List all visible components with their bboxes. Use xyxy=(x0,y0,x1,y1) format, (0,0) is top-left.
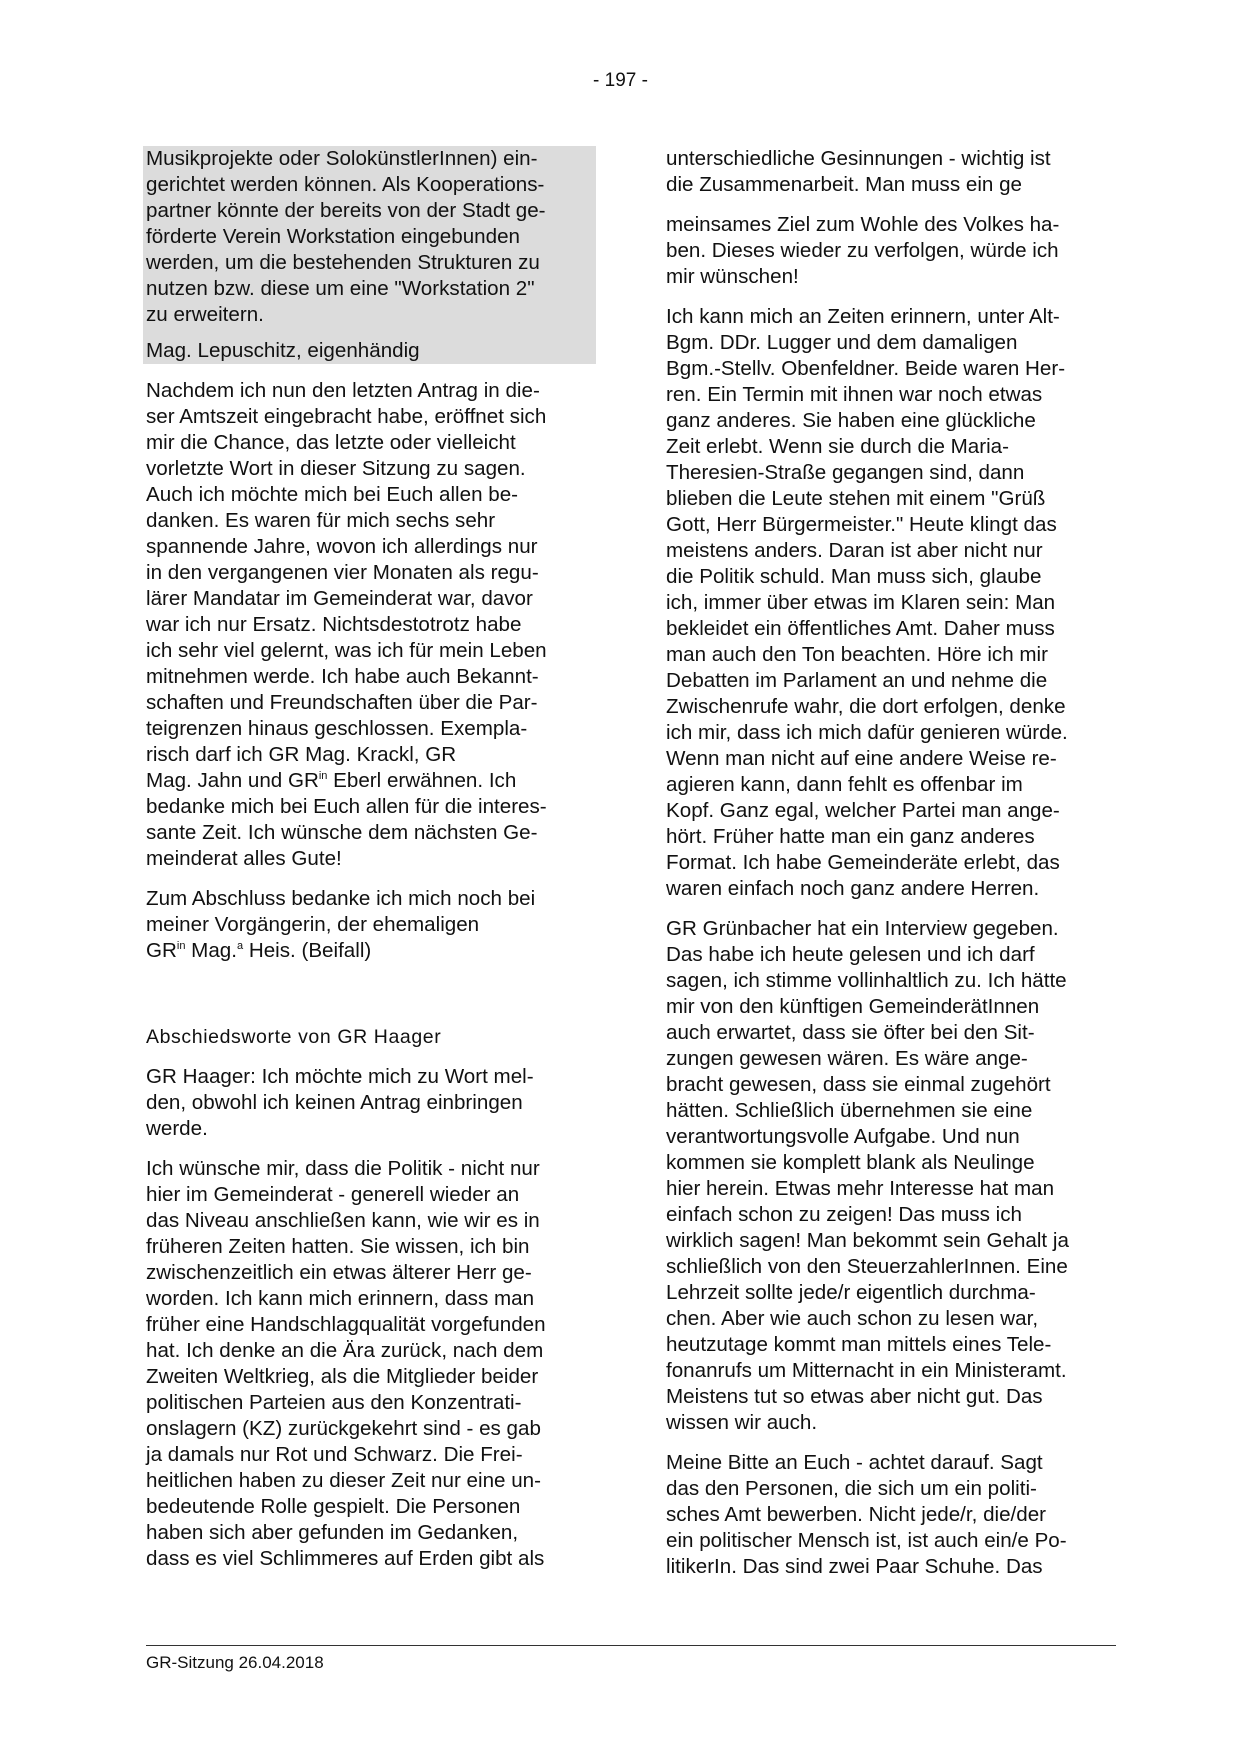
paragraph-haager-speech: Ich wünsche mir, dass die Politik - nicht nur hier im Gemeinderat - generell wieder an das Niveau anschließen kann, wie wir es in früheren Zeiten hatten. Sie wissen, ich bin zwischenzeitlich ein etwas älterer Herr ge- worden. Ich kann mich erinnern, dass man früher eine Handschlagqualität vorgefunden hat. Ich denke an die Ära zurück, nach dem Zweiten Weltkrieg, als die Mitglieder beider politischen Parteien aus den Konzentrati- onslagern (KZ) zurückgekehrt sind - es gab ja damals nur Rot und Schwarz. Die Frei- heitlichen haben zu dieser Zeit nur eine un- bedeutende Rolle gespielt. Die Personen haben sich aber gefunden im Gedanken, dass es viel Schlimmeres auf Erden gibt als xyxy=(146,1157,546,1570)
paragraph: Ich kann mich an Zeiten erinnern, unter Alt- Bgm. DDr. Lugger und dem damaligen Bgm.-Stellv. Obenfeldner. Beide waren Her- ren. Ein Termin mit ihnen war noch etwas ganz anderes. Sie haben eine glückliche Zeit erlebt. Wenn sie durch die Maria- Theresien-Straße gegangen sind, dann blieben die Leute stehen mit einem "Grüß Gott, Herr Bürgermeister." Heute klingt das meistens anders. Daran ist aber nicht nur die Politik schuld. Man muss sich, glaube ich, immer über etwas im Klaren sein: Man bekleidet ein öffentliches Amt. Daher muss man auch den Ton beachten. Höre ich mir Debatten im Parlament an und nehme die Zwischenrufe wahr, die dort erfolgen, denke ich mir, dass ich mich dafür genieren würde. Wenn man nicht auf eine andere Weise re- agieren kann, dann fehlt es offenbar im Kopf. Ganz egal, welcher Partei man ange- hört. Früher hatte man ein ganz anderes Format. Ich habe Gemeinderäte erlebt, das waren einfach noch ganz andere Herren. xyxy=(666,305,1068,900)
paragraph: GR Grünbacher hat ein Interview gegeben. Das habe ich heute gelesen und ich darf sagen, ich stimme vollinhaltlich zu. Ich hätte mir von den künftigen GemeinderätInnen auch erwartet, dass sie öfter bei den Sit- zungen gewesen wären. Es wäre ange- bracht gewesen, dass sie einmal zugehört hätten. Schließlich übernehmen sie eine verantwortungsvolle Aufgabe. Und nun kommen sie komplett blank als Neulinge hier herein. Etwas mehr Interesse hat man einfach schon zu zeigen! Das muss ich wirklich sagen! Man bekommt sein Gehalt ja schließlich von den SteuerzahlerInnen. Eine Lehrzeit sollte jede/r eigentlich durchma- chen. Aber wie auch schon zu lesen war, heutzutage kommt man mittels eines Tele- fonanrufs um Mitternacht in ein Ministeramt. Meistens tut so etwas aber nicht gut. Das wissen wir auch. xyxy=(666,917,1069,1434)
section-heading: Abschiedsworte von GR Haager xyxy=(146,1026,442,1048)
paragraph-haager-intro: GR Haager: Ich möchte mich zu Wort mel- den, obwohl ich keinen Antrag einbringen werde. xyxy=(146,1065,534,1140)
paragraph-closing-thanks xyxy=(146,886,596,964)
motion-text: Musikprojekte oder SolokünstlerInnen) ein- gerichtet werden können. Als Kooperations- partner könnte der bereits von der Stadt ge- förderte Verein Workstation eingebunden werden, um die bestehenden Strukturen zu nutzen bzw. diese um eine "Workstation 2" zu erweitern. xyxy=(146,147,546,326)
paragraph: unterschiedliche Gesinnungen - wichtig ist die Zusammenarbeit. Man muss ein ge xyxy=(666,147,1051,196)
page-number: - 197 - xyxy=(593,70,648,91)
footer-divider xyxy=(146,1645,1116,1646)
text-segment: Nachdem ich nun den letzten Antrag in die- ser Amtszeit eingebracht habe, eröffnet sich mir die Chance, das letzte oder vielleicht vorletzte Wort in dieser Sitzung zu sagen. Auch ich möchte mich bei Euch allen be- danken. Es waren für mich sechs sehr spannende Jahre, wovon ich allerdings nur in den vergangenen vier Monaten als regu- lärer Mandatar im Gemeinderat war, davor war ich nur Ersatz. Nichtsdestotrotz habe ich sehr viel gelernt, was ich für mein Leben mitnehmen werde. Ich habe auch Bekannt- schaften und Freundschaften über die Par- teigrenzen hinaus geschlossen. Exempla- risch darf ich GR Mag. Krackl, GR Mag. Jahn und GR xyxy=(146,379,547,792)
paragraph: meinsames Ziel zum Wohle des Volkes ha- ben. Dieses wieder zu verfolgen, würde ich mir wünschen! xyxy=(666,213,1060,288)
text-segment: Zum Abschluss bedanke ich mich noch bei meiner Vorgängerin, der ehemaligen GR xyxy=(146,887,536,962)
footer-session-date: GR-Sitzung 26.04.2018 xyxy=(146,1653,324,1672)
superscript: a xyxy=(236,940,244,953)
right-column xyxy=(666,146,1112,1594)
paragraph: Meine Bitte an Euch - achtet darauf. Sagt das den Personen, die sich um ein politi- sches Amt bewerben. Nicht jede/r, die/der ein politischer Mensch ist, ist auch ein/e Po- litikerIn. Das sind zwei Paar Schuhe. Das xyxy=(666,1451,1067,1578)
paragraph-lepuschitz-speech xyxy=(146,378,596,872)
text-segment: Mag. xyxy=(185,939,237,962)
motion-signature: Mag. Lepuschitz, eigenhändig xyxy=(146,339,420,362)
motion-text-block xyxy=(143,146,596,364)
text-segment: Heis. (Beifall) xyxy=(243,939,372,962)
text-segment: Eberl erwähnen. Ich bedanke mich bei Euch allen für die interes- sante Zeit. Ich wünsche dem nächsten Ge- meinderat alles Gute! xyxy=(146,769,547,870)
left-column xyxy=(146,146,596,1586)
superscript: in xyxy=(176,940,186,953)
superscript: in xyxy=(318,770,328,783)
